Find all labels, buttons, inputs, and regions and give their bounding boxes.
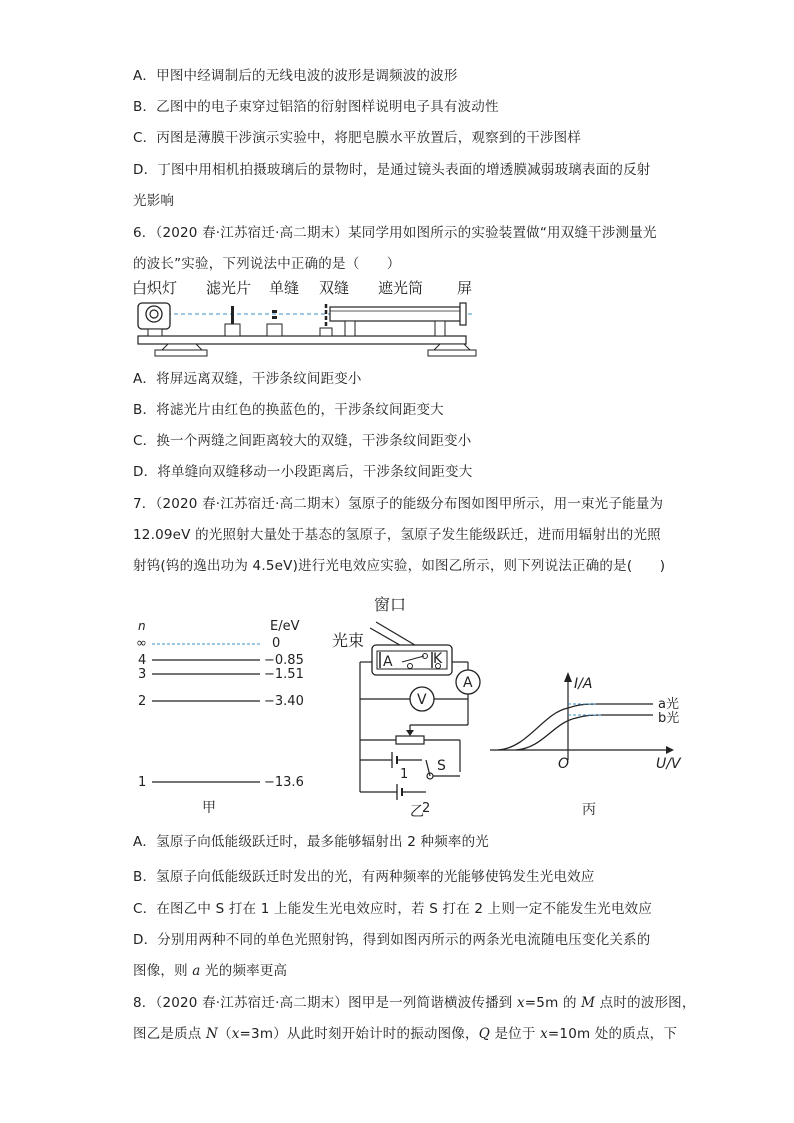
q6-option-b: B．将滤光片由红色的换蓝色的，干涉条纹间距变大	[133, 402, 444, 418]
level-n-4: 4	[138, 653, 147, 668]
level-e-4: −0.85	[264, 653, 304, 668]
switch-pos-2-label: 2	[422, 801, 431, 816]
q6-apparatus-figure	[130, 276, 480, 361]
q7-option-d-line2: 图像，则 a 光的频率更高	[133, 963, 288, 979]
fig-jia-caption: 甲	[202, 800, 216, 816]
cathode-label: K	[433, 651, 443, 667]
bench-foot-right	[434, 344, 470, 350]
level-n-3: 3	[138, 667, 147, 682]
curve-a-label: a光	[658, 697, 679, 712]
level-n-2: 2	[138, 694, 147, 709]
level-e-1: −13.6	[264, 775, 304, 790]
q8-stem-line2: 图乙是质点 N（x=3m）从此时刻开始计时的振动图像，Q 是位于 x=10m 处的质点，下	[133, 1026, 678, 1042]
q5-option-d-line2: 光影响	[133, 193, 175, 209]
screen-label: 屏	[457, 279, 473, 297]
q7-option-a: A．氢原子向低能级跃迁时，最多能够辐射出 2 种频率的光	[133, 834, 490, 850]
single-slit-label: 单缝	[269, 279, 300, 297]
tube-label: 遮光筒	[378, 279, 424, 297]
q7-stem-line3: 射钨(钨的逸出功为 4.5eV)进行光电效应实验，如图乙所示，则下列说法正确的是( )	[133, 558, 666, 574]
energy-level-figure	[130, 612, 310, 822]
level-e-3: −1.51	[264, 667, 304, 682]
energy-axis-label: E/eV	[270, 619, 300, 634]
q7-stem-line2: 12.09eV 的光照射大量处于基态的氢原子，氢原子发生能级跃迁，进而用辐射出的光照	[133, 527, 661, 543]
x-axis-label: U/V	[656, 756, 681, 772]
shading-tube-icon	[330, 307, 460, 321]
curve-b-label: b光	[658, 711, 680, 726]
q5-option-d-line1: D．丁图中用相机拍摄玻璃后的景物时，是通过镜头表面的增透膜减弱玻璃表面的反射	[133, 162, 651, 178]
double-slit-label: 双缝	[319, 279, 350, 297]
curve-b	[516, 715, 653, 750]
q6-stem-line1: 6．（2020 春·江苏宿迁·高二期末）某同学用如图所示的实验装置做“用双缝干涉测量光	[133, 225, 657, 241]
origin-label: O	[558, 756, 570, 772]
q6-option-c: C．换一个两缝之间距离较大的双缝，干涉条纹间距变小	[133, 433, 472, 449]
fig-yi-caption: 乙	[410, 804, 424, 820]
q7-option-b: B．氢原子向低能级跃迁时发出的光，有两种频率的光能够使钨发生光电效应	[133, 869, 595, 885]
q7-option-d-line1: D．分别用两种不同的单色光照射钨，得到如图丙所示的两条光电流随电压变化关系的	[133, 932, 651, 948]
beam-label: 光束	[332, 631, 365, 650]
window-label: 窗口	[374, 595, 407, 614]
filter-label: 滤光片	[206, 279, 252, 297]
n-axis-label: n	[138, 619, 146, 633]
curve-a	[498, 704, 653, 750]
q8-stem-line1: 8．（2020 春·江苏宿迁·高二期末）图甲是一列简谐横波传播到 x=5m 的 M 点时的波形图，	[133, 995, 696, 1011]
q5-option-b: B．乙图中的电子束穿过铝箔的衍射图样说明电子具有波动性	[133, 99, 499, 115]
q6-stem-line2: 的波长”实验，下列说法中正确的是（ ）	[133, 256, 401, 272]
photoelectric-circuit-figure	[330, 590, 490, 822]
q5-option-c: C．丙图是薄膜干涉演示实验中，将肥皂膜水平放置后，观察到的干涉图样	[133, 130, 582, 146]
y-axis-label: I/A	[574, 676, 593, 692]
lamp-icon	[138, 303, 170, 329]
level-e-inf: 0	[272, 636, 281, 651]
lamp-label: 白炽灯	[132, 279, 178, 297]
level-e-2: −3.40	[264, 694, 304, 709]
filter-icon	[231, 306, 234, 324]
q5-option-a: A．甲图中经调制后的无线电波的波形是调频波的波形	[133, 68, 458, 84]
q7-stem-line1: 7．（2020 春·江苏宿迁·高二期末）氢原子的能级分布图如图甲所示，用一束光子能量为	[133, 496, 664, 512]
voltmeter-label: V	[417, 692, 427, 708]
screen-icon	[460, 303, 466, 325]
bench-foot-left	[162, 344, 202, 350]
level-n-inf: ∞	[136, 636, 147, 651]
rheostat-icon	[396, 736, 424, 744]
single-slit-icon	[272, 310, 277, 313]
switch-label: S	[437, 758, 446, 774]
q6-option-d: D．将单缝向双缝移动一小段距离后，干涉条纹间距变大	[133, 464, 473, 480]
fig-bing-caption: 丙	[582, 802, 596, 818]
iv-curve-figure	[488, 668, 688, 823]
anode-label: A	[383, 654, 393, 670]
q6-option-a: A．将屏远离双缝，干涉条纹间距变小	[133, 371, 362, 387]
optical-bench	[138, 336, 466, 344]
switch-pos-1-label: 1	[400, 767, 409, 782]
level-n-1: 1	[138, 775, 147, 790]
q7-option-c: C．在图乙中 S 打在 1 上能发生光电效应时，若 S 打在 2 上则一定不能发生光电效应	[133, 901, 653, 917]
ammeter-label: A	[463, 675, 473, 691]
